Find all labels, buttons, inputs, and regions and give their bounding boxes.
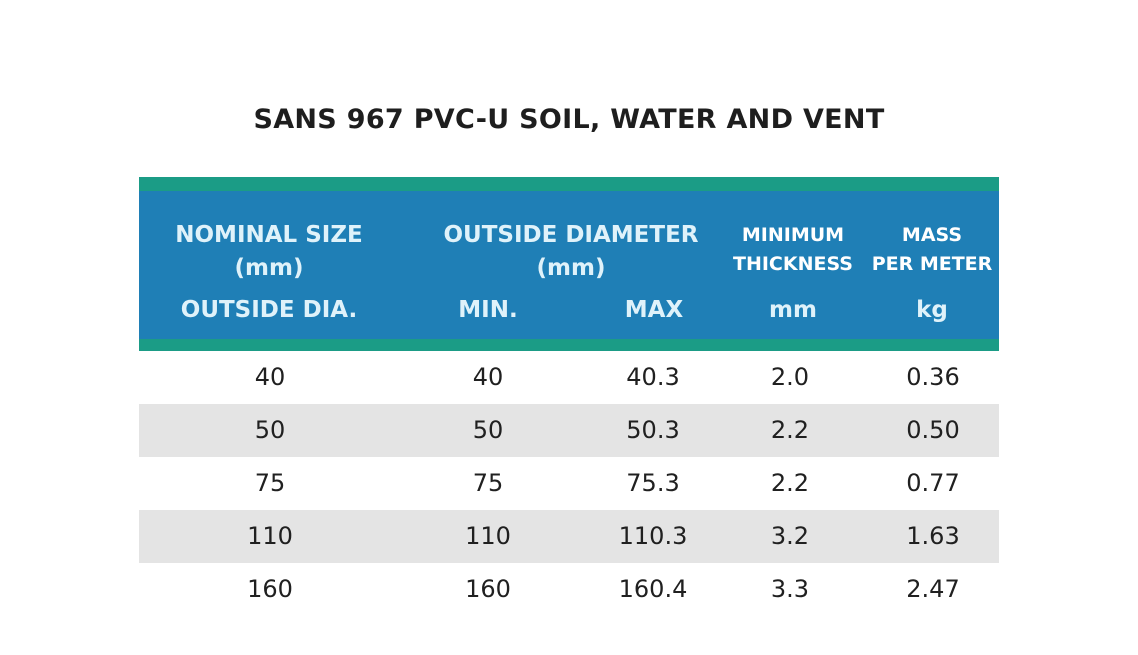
cell-max: 110.3 bbox=[618, 522, 688, 550]
cell-thickness: 2.2 bbox=[770, 416, 810, 444]
cell-thickness: 3.2 bbox=[770, 522, 810, 550]
cell-min: 110 bbox=[465, 522, 511, 550]
header-nominal-unit: (mm) bbox=[234, 255, 304, 281]
cell-thickness: 3.3 bbox=[770, 575, 810, 603]
cell-mass: 0.50 bbox=[906, 416, 960, 444]
table-row bbox=[139, 351, 999, 404]
header-min: MIN. bbox=[458, 297, 518, 323]
cell-mass: 2.47 bbox=[906, 575, 960, 603]
header-outside-diameter: OUTSIDE DIAMETER bbox=[443, 222, 699, 248]
cell-mass: 0.77 bbox=[906, 469, 960, 497]
cell-nominal: 75 bbox=[254, 469, 286, 497]
header-outside-unit: (mm) bbox=[536, 255, 606, 281]
cell-min: 50 bbox=[472, 416, 504, 444]
header-min-thickness-line1: MINIMUM bbox=[741, 224, 845, 246]
header-min-thickness-line2: THICKNESS bbox=[733, 253, 853, 275]
table-row bbox=[139, 510, 999, 563]
header-max: MAX bbox=[624, 297, 684, 323]
header-mass-line1: MASS bbox=[901, 224, 963, 246]
cell-nominal: 50 bbox=[254, 416, 286, 444]
header-nominal-size: NOMINAL SIZE bbox=[175, 222, 363, 248]
cell-nominal: 110 bbox=[247, 522, 293, 550]
cell-nominal: 160 bbox=[247, 575, 293, 603]
header-thickness-unit: mm bbox=[769, 297, 817, 323]
cell-max: 75.3 bbox=[626, 469, 680, 497]
cell-min: 75 bbox=[472, 469, 504, 497]
table-row bbox=[139, 404, 999, 457]
cell-thickness: 2.0 bbox=[770, 363, 810, 391]
cell-min: 160 bbox=[465, 575, 511, 603]
cell-max: 160.4 bbox=[618, 575, 688, 603]
cell-max: 50.3 bbox=[626, 416, 680, 444]
cell-max: 40.3 bbox=[626, 363, 680, 391]
header-mass-unit: kg bbox=[916, 297, 948, 323]
table-header bbox=[139, 177, 999, 351]
cell-min: 40 bbox=[472, 363, 504, 391]
table-row bbox=[139, 457, 999, 510]
pipe-spec-table bbox=[139, 177, 999, 616]
cell-mass: 1.63 bbox=[906, 522, 960, 550]
page-title: SANS 967 PVC-U SOIL, WATER AND VENT bbox=[253, 104, 885, 135]
table-row bbox=[139, 563, 999, 616]
cell-thickness: 2.2 bbox=[770, 469, 810, 497]
cell-mass: 0.36 bbox=[906, 363, 960, 391]
header-mass-line2: PER METER bbox=[871, 253, 993, 275]
cell-nominal: 40 bbox=[254, 363, 286, 391]
header-nominal-sub: OUTSIDE DIA. bbox=[180, 297, 358, 323]
